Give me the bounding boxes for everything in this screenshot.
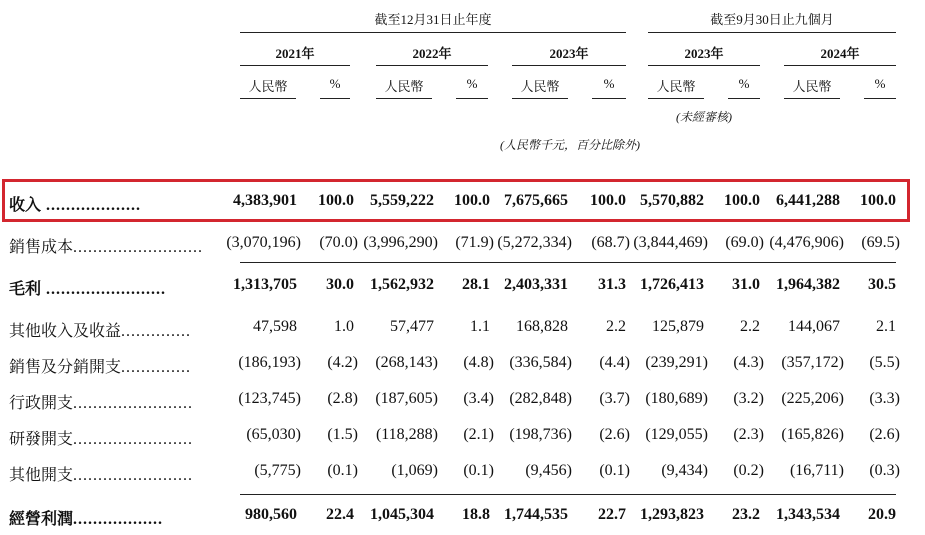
table-row-other-income: 其他收入及收益.............. 47,598 1.0 57,477 1.1 168,828 2.2 125,879 2.2 144,067 2.1 xyxy=(9,318,896,340)
period-header-annual: 截至12月31日止年度 xyxy=(374,12,492,27)
value-cell: 30.0 xyxy=(326,276,354,293)
row-label: 銷售及分銷開支 xyxy=(9,359,122,376)
value-cell: (4.3) xyxy=(733,354,764,371)
value-cell: (2.6) xyxy=(869,426,900,443)
value-cell: 23.2 xyxy=(732,506,760,523)
value-cell: (2.8) xyxy=(327,390,358,407)
unaudited-note: (未經審核) xyxy=(676,110,732,124)
year-underline xyxy=(512,65,626,66)
value-cell: 1,293,823 xyxy=(640,506,704,523)
value-cell: (4.4) xyxy=(599,354,630,371)
value-cell: (225,206) xyxy=(781,390,844,407)
sub-underline xyxy=(376,98,432,99)
row-label: 銷售成本 xyxy=(9,239,74,256)
sub-underline xyxy=(728,98,760,99)
col-header-percent: % xyxy=(874,76,886,91)
year-underline xyxy=(376,65,488,66)
sub-underline xyxy=(784,98,840,99)
value-cell: 20.9 xyxy=(868,506,896,523)
value-cell: 30.5 xyxy=(868,276,896,293)
value-cell: 100.0 xyxy=(454,192,490,209)
col-header-currency: 人民幣 xyxy=(384,79,424,94)
value-cell: (65,030) xyxy=(246,426,301,443)
value-cell: 100.0 xyxy=(860,192,896,209)
value-cell: (3.4) xyxy=(463,390,494,407)
value-cell: 31.3 xyxy=(598,276,626,293)
subtotal-rule xyxy=(240,494,896,495)
col-header-percent: % xyxy=(738,76,750,91)
row-label: 毛利 xyxy=(9,281,42,298)
value-cell: 18.8 xyxy=(462,506,490,523)
table-row-admin-expenses: 行政開支........................ (123,745) (2.8) (187,605) (3.4) (282,848) (3.7) (180,689) (3.2) (225,206) (3.3) xyxy=(9,390,900,412)
value-cell: 7,675,665 xyxy=(504,192,568,209)
value-cell: (123,745) xyxy=(238,390,301,407)
value-cell: (1,069) xyxy=(391,462,438,479)
year-underline xyxy=(648,65,760,66)
value-cell: 1,045,304 xyxy=(370,506,434,523)
value-cell: (180,689) xyxy=(645,390,708,407)
value-cell: (16,711) xyxy=(789,462,844,479)
sub-underline xyxy=(648,98,704,99)
value-cell: (2.6) xyxy=(599,426,630,443)
value-cell: (9,456) xyxy=(525,462,572,479)
value-cell: (129,055) xyxy=(645,426,708,443)
value-cell: (118,288) xyxy=(375,426,438,443)
value-cell: (0.1) xyxy=(463,462,494,479)
value-cell: (69.0) xyxy=(725,234,764,251)
value-cell: (0.1) xyxy=(327,462,358,479)
value-cell: 6,441,288 xyxy=(776,192,840,209)
value-cell: (5,272,334) xyxy=(497,234,572,251)
sub-underline xyxy=(864,98,896,99)
period-underline-nine-months xyxy=(648,32,896,33)
value-cell: (69.5) xyxy=(861,234,900,251)
year-header-2022: 2022年 xyxy=(412,46,452,61)
sub-underline xyxy=(240,98,296,99)
year-header-2023: 2023年 xyxy=(549,46,589,61)
value-cell: 100.0 xyxy=(590,192,626,209)
value-cell: (198,736) xyxy=(509,426,572,443)
value-cell: 28.1 xyxy=(462,276,490,293)
value-cell: (5.5) xyxy=(869,354,900,371)
value-cell: 1,562,932 xyxy=(370,276,434,293)
year-underline xyxy=(240,65,350,66)
value-cell: (2.3) xyxy=(733,426,764,443)
row-label: 其他開支 xyxy=(9,467,74,484)
value-cell: (186,193) xyxy=(238,354,301,371)
year-header-2021: 2021年 xyxy=(275,46,315,61)
value-cell: (187,605) xyxy=(375,390,438,407)
col-header-percent: % xyxy=(466,76,478,91)
sub-underline xyxy=(320,98,350,99)
year-underline xyxy=(784,65,896,66)
col-header-currency: 人民幣 xyxy=(792,79,832,94)
value-cell: 1,744,535 xyxy=(504,506,568,523)
row-label: 其他收入及收益 xyxy=(9,323,122,340)
sub-underline xyxy=(512,98,568,99)
value-cell: (0.2) xyxy=(733,462,764,479)
value-cell: (3,996,290) xyxy=(363,234,438,251)
value-cell: (268,143) xyxy=(375,354,438,371)
value-cell: (357,172) xyxy=(781,354,844,371)
table-row-other-expenses: 其他開支........................ (5,775) (0.1) (1,069) (0.1) (9,456) (0.1) (9,434) (0.2) (16,711) (0.3) xyxy=(9,462,900,484)
value-cell: 2.2 xyxy=(606,318,626,335)
value-cell: 1.1 xyxy=(470,318,490,335)
row-label: 研發開支 xyxy=(9,431,74,448)
value-cell: (165,826) xyxy=(781,426,844,443)
unit-note: (人民幣千元，百分比除外) xyxy=(500,138,640,152)
col-header-currency: 人民幣 xyxy=(520,79,560,94)
value-cell: 100.0 xyxy=(318,192,354,209)
value-cell: 22.7 xyxy=(598,506,626,523)
table-row-revenue: 收入 ................... 4,383,901 100.0 5,559,222 100.0 7,675,665 100.0 5,570,882 100.0 6,441,288 100.0 xyxy=(9,192,896,214)
col-header-currency: 人民幣 xyxy=(656,79,696,94)
value-cell: (3,844,469) xyxy=(633,234,708,251)
row-label: 收入 xyxy=(9,197,42,214)
row-label: 行政開支 xyxy=(9,395,74,412)
value-cell: (1.5) xyxy=(327,426,358,443)
value-cell: 1.0 xyxy=(334,318,354,335)
sub-underline xyxy=(592,98,626,99)
value-cell: (9,434) xyxy=(661,462,708,479)
value-cell: 1,313,705 xyxy=(233,276,297,293)
value-cell: 2.1 xyxy=(876,318,896,335)
value-cell: 2,403,331 xyxy=(504,276,568,293)
value-cell: (5,775) xyxy=(254,462,301,479)
value-cell: (4,476,906) xyxy=(769,234,844,251)
value-cell: 1,343,534 xyxy=(776,506,840,523)
col-header-percent: % xyxy=(329,76,341,91)
value-cell: 100.0 xyxy=(724,192,760,209)
value-cell: (68.7) xyxy=(591,234,630,251)
value-cell: (239,291) xyxy=(645,354,708,371)
period-underline-annual xyxy=(240,32,626,33)
table-row-gross-profit: 毛利 ........................ 1,313,705 30.0 1,562,932 28.1 2,403,331 31.3 1,726,413 31.0 1,964,382 30.5 xyxy=(9,276,896,298)
value-cell: (282,848) xyxy=(509,390,572,407)
value-cell: 22.4 xyxy=(326,506,354,523)
value-cell: (3.7) xyxy=(599,390,630,407)
value-cell: 5,570,882 xyxy=(640,192,704,209)
year-header-2024-nine-months: 2024年 xyxy=(820,46,860,61)
value-cell: (4.8) xyxy=(463,354,494,371)
value-cell: 57,477 xyxy=(390,318,434,335)
sub-underline xyxy=(456,98,488,99)
table-row-cost-of-sales: 銷售成本.......................... (3,070,196) (70.0) (3,996,290) (71.9) (5,272,334) (68.7) (3,844,469) (69.0) (4,476,906) (69.5) xyxy=(9,234,900,256)
value-cell: 168,828 xyxy=(516,318,568,335)
value-cell: 2.2 xyxy=(740,318,760,335)
table-row-selling-expenses: 銷售及分銷開支.............. (186,193) (4.2) (268,143) (4.8) (336,584) (4.4) (239,291) (4.3) (357,172) (5.5) xyxy=(9,354,900,376)
value-cell: (71.9) xyxy=(455,234,494,251)
value-cell: 980,560 xyxy=(245,506,297,523)
period-header-nine-months: 截至9月30日止九個月 xyxy=(710,12,834,27)
value-cell: (4.2) xyxy=(327,354,358,371)
value-cell: (0.1) xyxy=(599,462,630,479)
value-cell: 1,964,382 xyxy=(776,276,840,293)
col-header-percent: % xyxy=(603,76,615,91)
value-cell: 47,598 xyxy=(253,318,297,335)
value-cell: (3.3) xyxy=(869,390,900,407)
table-row-operating-profit: 經營利潤.................. 980,560 22.4 1,045,304 18.8 1,744,535 22.7 1,293,823 23.2 1,343,534 20.9 xyxy=(9,506,896,528)
value-cell: (2.1) xyxy=(463,426,494,443)
value-cell: (0.3) xyxy=(869,462,900,479)
value-cell: 31.0 xyxy=(732,276,760,293)
year-header-2023-nine-months: 2023年 xyxy=(684,46,724,61)
row-label: 經營利潤 xyxy=(9,511,74,528)
table-row-rnd-expenses: 研發開支........................ (65,030) (1.5) (118,288) (2.1) (198,736) (2.6) (129,055) (2.3) (165,826) (2.6) xyxy=(9,426,900,448)
value-cell: (70.0) xyxy=(319,234,358,251)
value-cell: 144,067 xyxy=(788,318,840,335)
value-cell: (336,584) xyxy=(509,354,572,371)
value-cell: 5,559,222 xyxy=(370,192,434,209)
value-cell: 1,726,413 xyxy=(640,276,704,293)
subtotal-rule xyxy=(240,262,896,263)
value-cell: (3.2) xyxy=(733,390,764,407)
value-cell: 4,383,901 xyxy=(233,192,297,209)
value-cell: (3,070,196) xyxy=(226,234,301,251)
col-header-currency: 人民幣 xyxy=(248,79,288,94)
value-cell: 125,879 xyxy=(652,318,704,335)
